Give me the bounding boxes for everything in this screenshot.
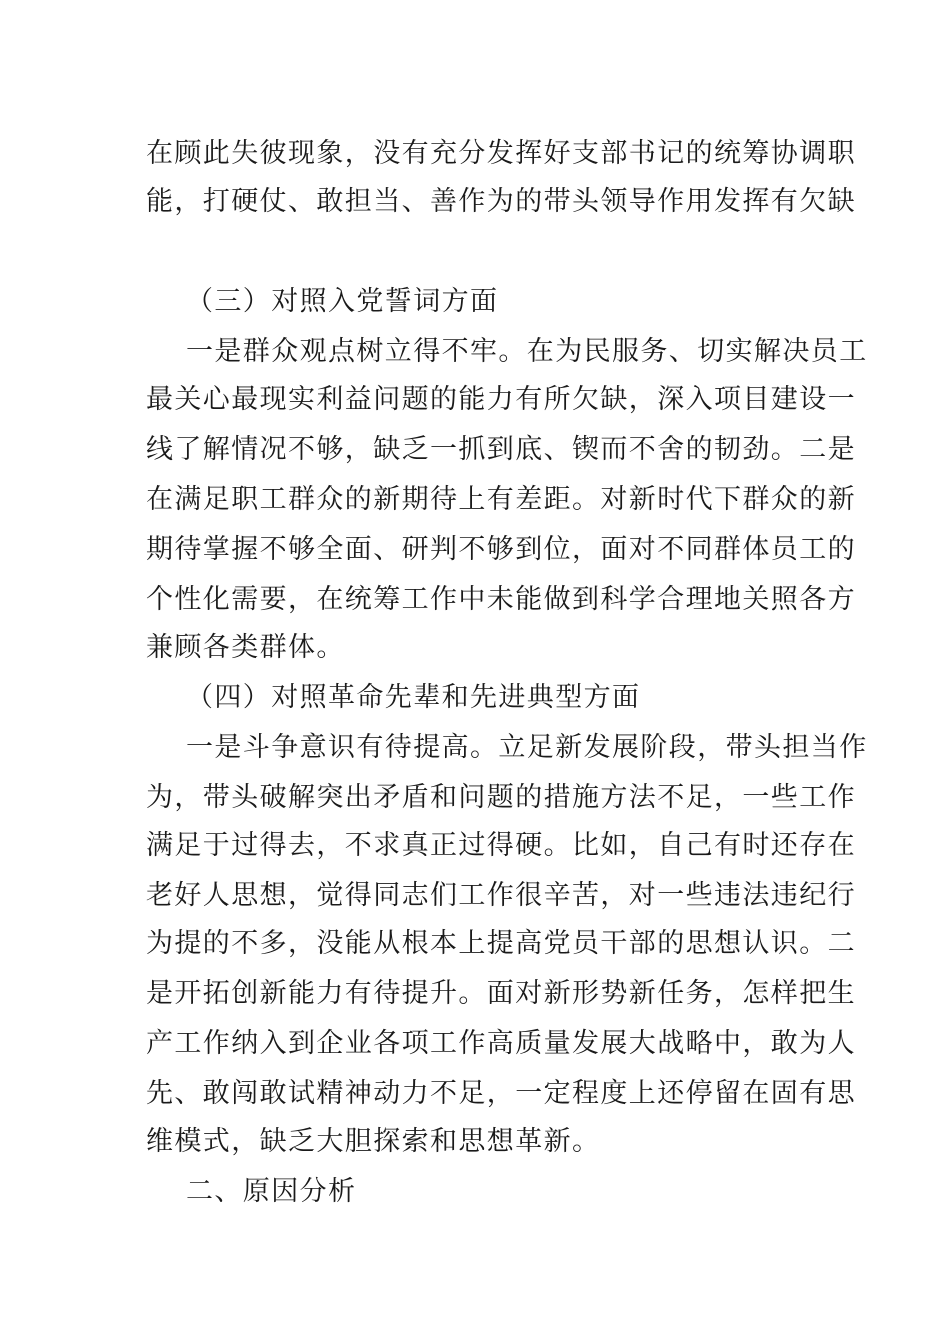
paragraph-line: 在满足职工群众的新期待上有差距。对新时代下群众的新 (146, 484, 856, 515)
paragraph-line: 维模式，缺乏大胆探索和思想革新。 (146, 1126, 601, 1157)
paragraph-line: 能，打硬仗、敢担当、善作为的带头领导作用发挥有欠缺 (146, 186, 856, 217)
section-heading-3: （三）对照入党誓词方面 (186, 286, 499, 317)
paragraph-line: 先、敢闯敢试精神动力不足，一定程度上还停留在固有思 (146, 1078, 856, 1109)
paragraph-line: 产工作纳入到企业各项工作高质量发展大战略中，敢为人 (146, 1028, 856, 1059)
paragraph-line: 最关心最现实利益问题的能力有所欠缺，深入项目建设一 (146, 384, 856, 415)
section-heading-2: 二、原因分析 (186, 1176, 357, 1207)
paragraph-line: 兼顾各类群体。 (146, 632, 345, 663)
paragraph-line: 为提的不多，没能从根本上提高党员干部的思想认识。二 (146, 928, 856, 959)
paragraph-line: 是开拓创新能力有待提升。面对新形势新任务，怎样把生 (146, 978, 856, 1009)
paragraph-line: 一是斗争意识有待提高。立足新发展阶段，带头担当作 (186, 732, 868, 763)
paragraph-line: 一是群众观点树立得不牢。在为民服务、切实解决员工 (186, 336, 868, 367)
paragraph-line: 在顾此失彼现象，没有充分发挥好支部书记的统筹协调职 (146, 138, 856, 169)
paragraph-line: 个性化需要，在统筹工作中未能做到科学合理地关照各方 (146, 584, 856, 615)
paragraph-line: 线了解情况不够，缺乏一抓到底、锲而不舍的韧劲。二是 (146, 434, 856, 465)
paragraph-line: 期待掌握不够全面、研判不够到位，面对不同群体员工的 (146, 534, 856, 565)
paragraph-line: 为，带头破解突出矛盾和问题的措施方法不足，一些工作 (146, 782, 856, 813)
paragraph-line: 老好人思想，觉得同志们工作很辛苦，对一些违法违纪行 (146, 880, 856, 911)
section-heading-4: （四）对照革命先辈和先进典型方面 (186, 682, 641, 713)
paragraph-line: 满足于过得去，不求真正过得硬。比如，自己有时还存在 (146, 830, 856, 861)
